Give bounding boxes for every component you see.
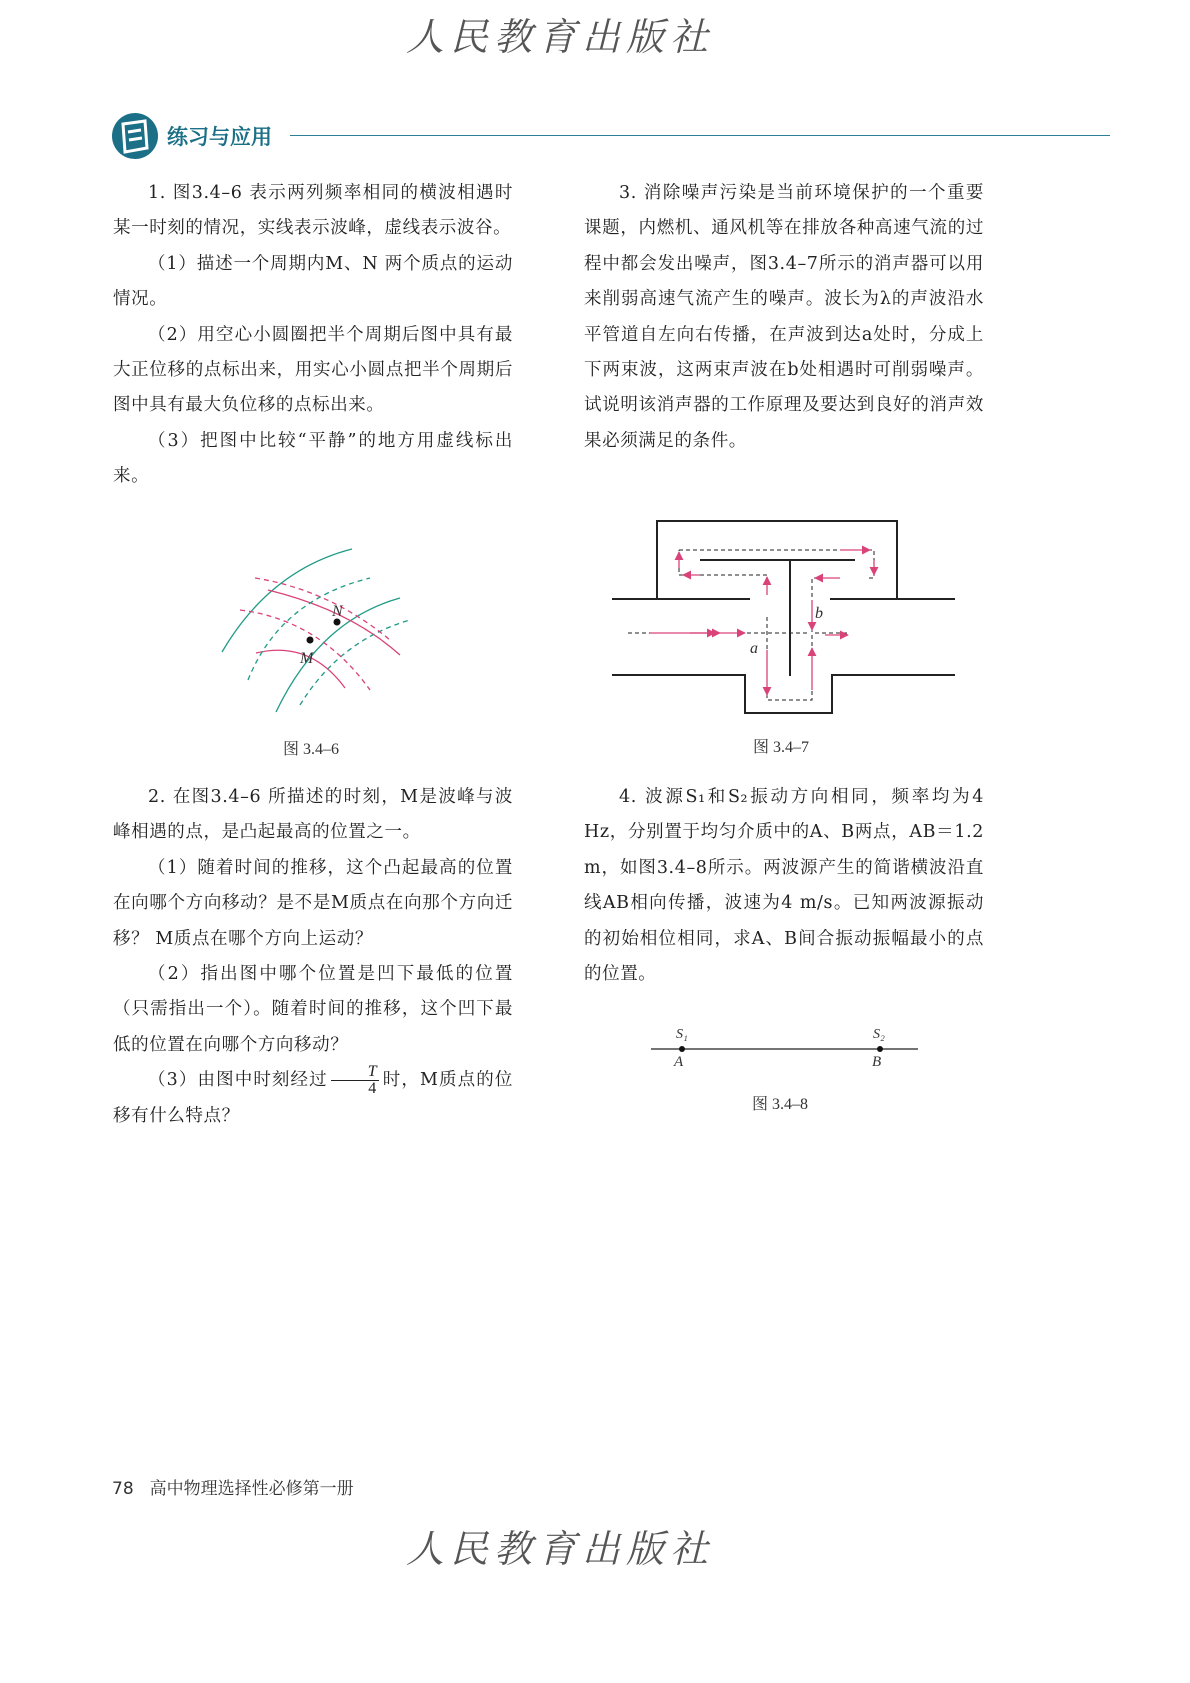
question-4: [584, 780, 984, 992]
question-1-part-3: （3）把图中比较“平静”的地方用虚线标出来。: [113, 430, 513, 487]
figure-caption: 图 3.4–6: [283, 741, 340, 758]
point-m: [307, 637, 314, 644]
fraction-t-over-4: [331, 1064, 380, 1097]
page-number: 78: [112, 1479, 134, 1499]
question-1-part-2: （2）用空心小圆圈把半个周期后图中具有最大正位移的点标出来，用实心小圆点把半个周期后图中具有最大负位移的点标出来。: [113, 324, 513, 416]
label-s2: S₂: [873, 1027, 885, 1042]
book-title: 高中物理选择性必修第一册: [149, 1479, 354, 1499]
figure-caption: 图 3.4–8: [752, 1096, 809, 1113]
label-n: N: [332, 603, 343, 620]
question-2-part-3: [113, 1063, 513, 1134]
label-point-b: B: [872, 1054, 882, 1070]
label-s1: S₁: [676, 1027, 688, 1042]
publisher-logo-bottom: 人民教育出版社: [405, 1527, 714, 1571]
question-2-intro: 2. 在图3.4–6 所描述的时刻，M是波峰与波峰相遇的点，是凸起最高的位置之一。: [113, 787, 513, 843]
label-point-a: A: [674, 1054, 684, 1070]
page-footer: [112, 1474, 354, 1499]
section-title: 练习与应用: [167, 125, 272, 149]
question-1-part-1: （1）描述一个周期内M、N 两个质点的运动情况。: [113, 253, 513, 310]
figure-caption: 图 3.4–7: [753, 739, 810, 756]
point-a: [679, 1046, 685, 1052]
question-1: [113, 176, 513, 495]
point-b: [877, 1046, 883, 1052]
publisher-logo-top: 人民教育出版社: [405, 15, 714, 59]
fraction-denominator: 4: [368, 1080, 377, 1098]
question-4-text: 4. 波源S₁和S₂振动方向相同，频率均为4 Hz，分别置于均匀介质中的A、B两点，AB＝1.2 m，如图3.4–8所示。两波源产生的简谐横波沿直线AB相向传播，波速为4 m/s。已知两波源振动的初始相位相同，求A、B间合振动振幅最小的点的位置。: [584, 787, 984, 985]
question-3-text: 3. 消除噪声污染是当前环境保护的一个重要课题，内燃机、通风机等在排放各种高速气流的过程中都会发出噪声，图3.4–7所示的消声器可以用来削弱高速气流产生的噪声。波长为λ的声波沿水平管道自左向右传播，在声波到达a处时，分成上下两束波，这两束声波在b处相遇时可削弱噪声。试说明该消声器的工作原理及要达到良好的消声效果必须满足的条件。: [584, 183, 984, 451]
label-a: a: [750, 640, 758, 657]
part-3-prefix: （3）由图中时刻经过: [148, 1070, 328, 1091]
question-1-intro: 1. 图3.4–6 表示两列频率相同的横波相遇时某一时刻的情况，实线表示波峰，虚线表示波谷。: [113, 183, 513, 239]
section-divider: [290, 135, 1110, 136]
question-2-part-2: （2）指出图中哪个位置是凹下最低的位置（只需指出一个）。随着时间的推移，这个凹下最低的位置在向哪个方向移动？: [113, 964, 513, 1055]
green-crest-line: [222, 549, 352, 652]
green-trough-line: [300, 620, 410, 705]
question-3: [584, 176, 984, 459]
part-3-suffix: 时，M质点的位移有什么特点？: [113, 1070, 513, 1126]
exercise-book-icon: [111, 112, 159, 160]
label-b: b: [815, 605, 823, 622]
section-header: [111, 112, 272, 160]
question-2: [113, 780, 513, 1134]
question-2-part-1: （1）随着时间的推移，这个凸起最高的位置在向哪个方向移动？是不是M质点在向那个方向迁移？ M质点在哪个方向上运动？: [113, 857, 513, 949]
label-m: M: [300, 650, 314, 667]
fraction-numerator: T: [331, 1064, 380, 1081]
figure-3-4-8: [0, 0, 1, 1]
